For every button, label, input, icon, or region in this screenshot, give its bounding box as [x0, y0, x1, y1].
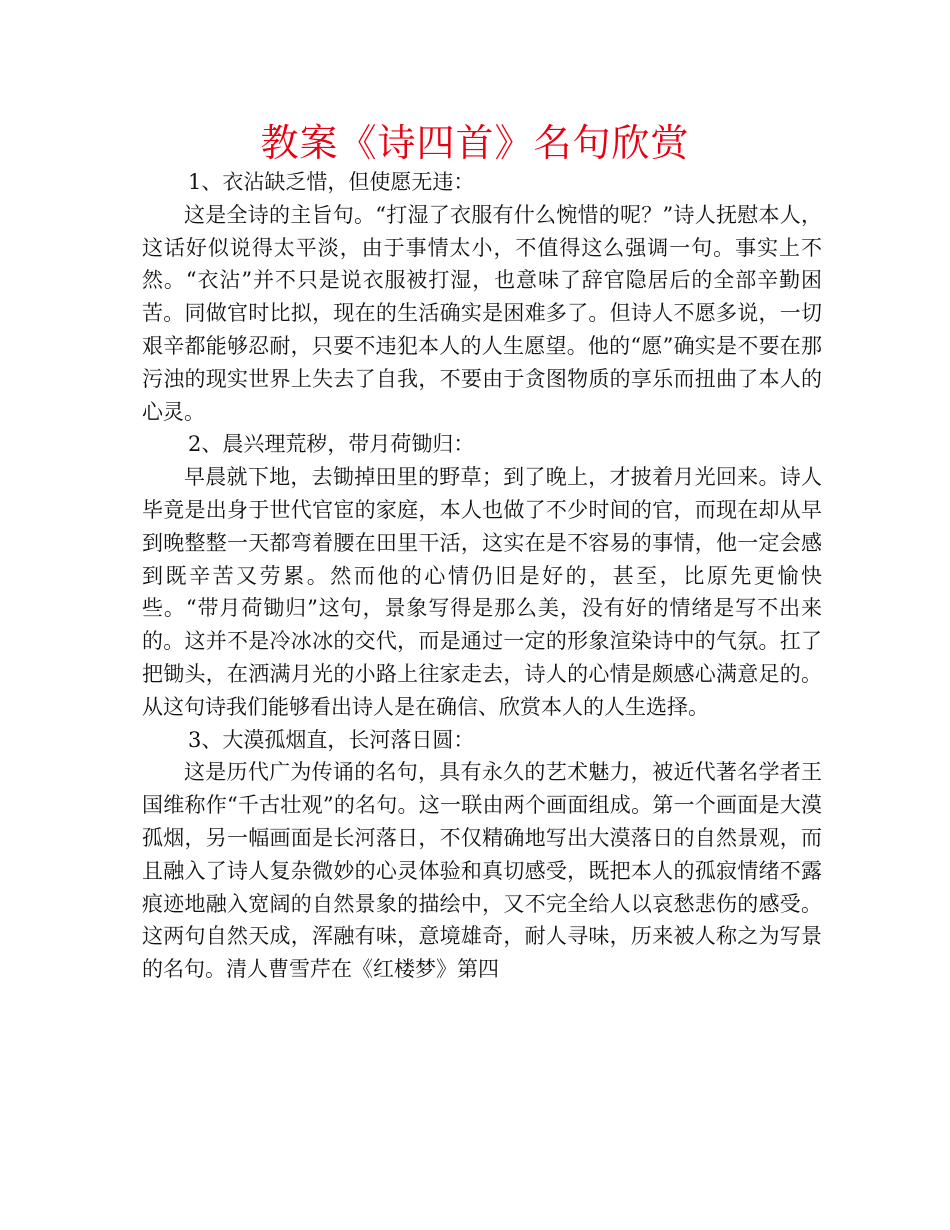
document-body	[142, 166, 822, 986]
section-heading-1: 1、衣沾缺乏惜，但使愿无违：	[188, 170, 475, 194]
section-paragraph-3: 这是历代广为传诵的名句，具有永久的艺术魅力，被近代著名学者王国维称作“千古壮观”的名句。这一联由两个画面组成。第一个画面是大漠孤烟，另一幅画面是长河落日，不仅精确地写出大漠落日的自然景观，而且融入了诗人复杂微妙的心灵体验和真切感受，既把本人的孤寂情绪不露痕迹地融入宽阔的自然景象的描绘中，又不完全给人以哀愁悲伤的感受。这两句自然天成，浑融有味，意境雄奇，耐人寻味，历来被人称之为写景的名句。清人曹雪芹在《红楼梦》第四	[142, 760, 822, 982]
section-paragraph-2: 早晨就下地，去锄掉田里的野草；到了晚上，才披着月光回来。诗人毕竟是出身于世代官宦的家庭，本人也做了不少时间的官，而现在却从早到晚整整一天都弯着腰在田里干活，这实在是不容易的事情，他一定会感到既辛苦又劳累。然而他的心情仍旧是好的，甚至，比原先更愉快些。“带月荷锄归”这句，景象写得是那么美，没有好的情绪是写不出来的。这并不是冷冰冰的交代，而是通过一定的形象渲染诗中的气氛。扛了把锄头，在洒满月光的小路上往家走去，诗人的心情是颇感心满意足的。从这句诗我们能够看出诗人是在确信、欣赏本人的人生选择。	[142, 465, 822, 719]
document-title: 教案《诗四首》名句欣赏	[260, 121, 690, 165]
section-heading-2: 2、晨兴理荒秽，带月荷锄归：	[188, 432, 475, 457]
section-heading-3: 3、大漠孤烟直，长河落日圆：	[188, 727, 475, 752]
section-paragraph-1: 这是全诗的主旨句。“打湿了衣服有什么惋惜的呢？”诗人抚慰本人，这话好似说得太平淡，由于事情太小，不值得这么强调一句。事实上不然。“衣沾”并不只是说衣服被打湿，也意味了辞官隐居后的全部辛勤困苦。同做官时比拟，现在的生活确实是困难多了。但诗人不愿多说，一切艰辛都能够忍耐，只要不违犯本人的人生愿望。他的“愿”确实是不要在那污浊的现实世界上失去了自我，不要由于贪图物质的享乐而扭曲了本人的心灵。	[142, 202, 822, 424]
